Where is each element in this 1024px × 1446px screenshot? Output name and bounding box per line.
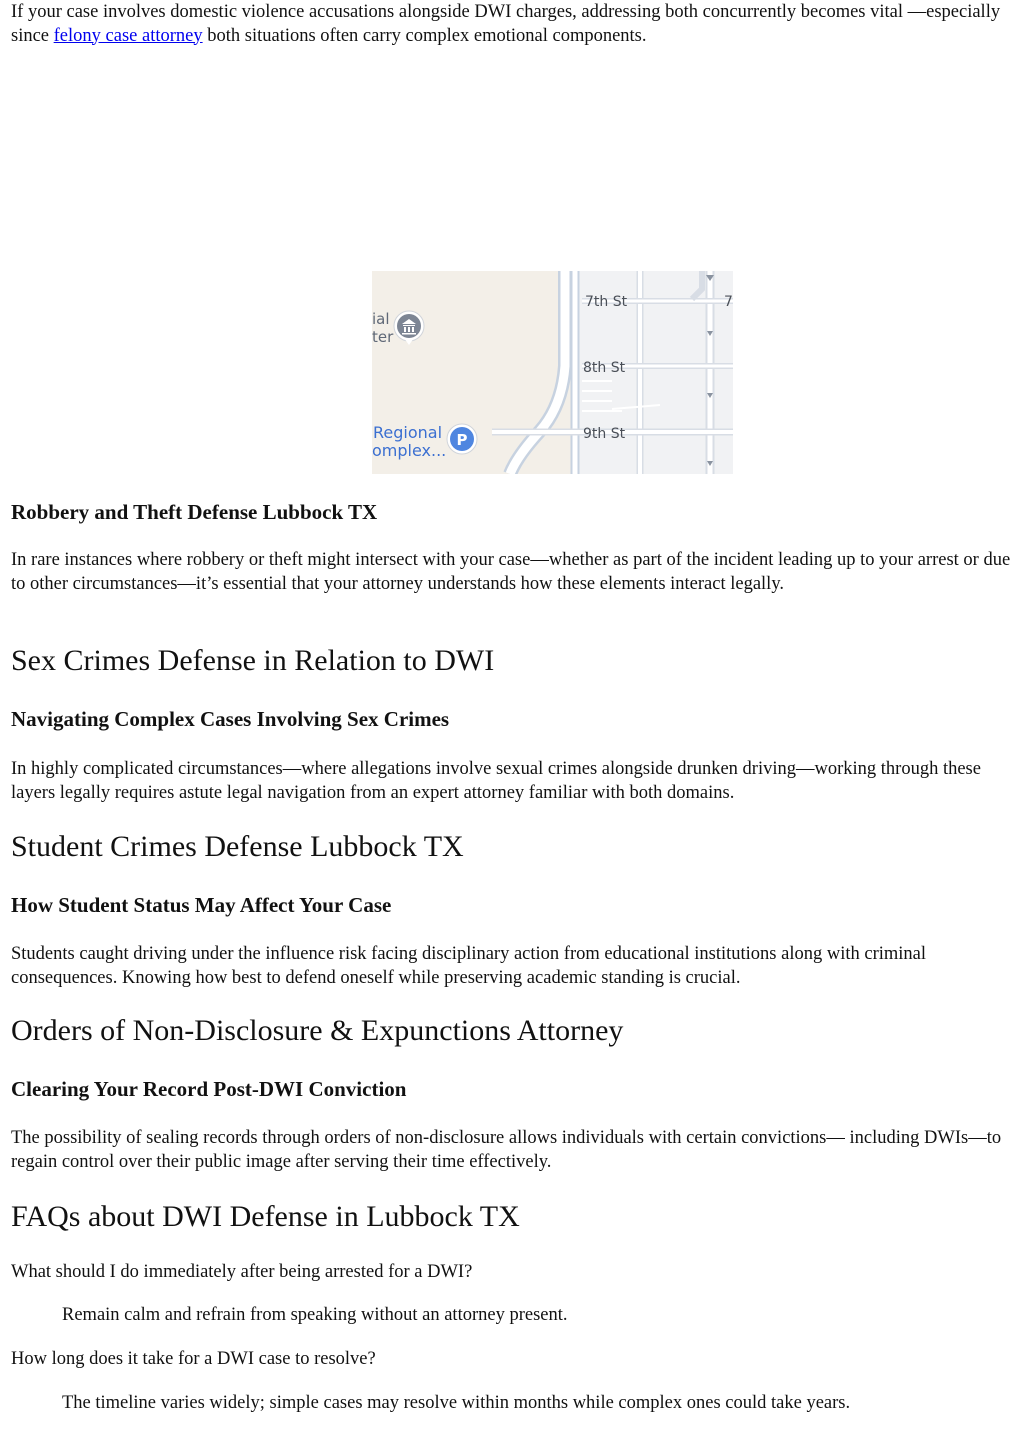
faqs-heading: FAQs about DWI Defense in Lubbock TX [11,1200,520,1233]
museum-pin-icon[interactable] [394,311,424,345]
label-7th-st: 7th St [585,294,628,310]
student-subheading: How Student Status May Affect Your Case [11,893,392,917]
intro-paragraph [11,1,1011,48]
label-place-top-1: ial [372,310,390,328]
highway-road [510,271,565,474]
student-heading: Student Crimes Defense Lubbock TX [11,830,464,863]
sex-crimes-heading: Sex Crimes Defense in Relation to DWI [11,644,495,677]
sex-crimes-subheading: Navigating Complex Cases Involving Sex Crimes [11,707,450,731]
faq-question-2: How long does it take for a DWI case to resolve? [11,1349,376,1369]
faq-question-1: What should I do immediately after being arrested for a DWI? [11,1262,473,1282]
felony-case-attorney-link[interactable]: felony case attorney [53,25,203,46]
map-image[interactable] [372,271,733,474]
nondisclosure-subheading: Clearing Your Record Post-DWI Conviction [11,1077,407,1101]
sex-crimes-paragraph: In highly complicated circumstances—where allegations involve sexual crimes alongside drunken driving—working through these layers legally requires astute legal navigation from an expert attorney familiar with both domains. [11,759,981,803]
parking-pin-icon[interactable] [447,424,477,454]
label-8th-st: 8th St [583,360,626,376]
intro-text-after: both situations often carry complex emotional components. [202,25,647,46]
robbery-heading: Robbery and Theft Defense Lubbock TX [11,500,378,524]
label-place-bottom-2: omplex... [372,441,447,460]
label-7th-st-edge: 7 [724,294,733,310]
label-9th-st: 9th St [583,426,626,442]
faq-answer-1: Remain calm and refrain from speaking without an attorney present. [62,1305,568,1325]
parking-letter: P [456,431,468,449]
intro-text-before: If your case involves domestic violence accusations alongside DWI charges, addressing both concurrently becomes vital —especially since [11,2,1001,46]
robbery-paragraph: In rare instances where robbery or theft might intersect with your case—whether as part of the incident leading up to your arrest or due to other circumstances—it’s essential that your attorney understands how these elements interact legally. [11,550,1011,594]
nondisclosure-heading: Orders of Non-Disclosure & Expunctions Attorney [11,1014,624,1047]
student-paragraph: Students caught driving under the influence risk facing disciplinary action from educational institutions along with criminal consequences. Knowing how best to defend oneself while preserving academic standing is crucial. [11,944,927,988]
map-canvas [372,271,733,474]
label-place-top-2: ter [372,328,394,346]
nondisclosure-paragraph: The possibility of sealing records through orders of non-disclosure allows individuals with certain convictions— including DWIs—to regain control over their public image after serving their time effectively. [11,1128,1002,1172]
label-place-bottom-1: Regional [373,423,443,442]
faq-answer-2: The timeline varies widely; simple cases may resolve within months while complex ones could take years. [62,1393,851,1413]
